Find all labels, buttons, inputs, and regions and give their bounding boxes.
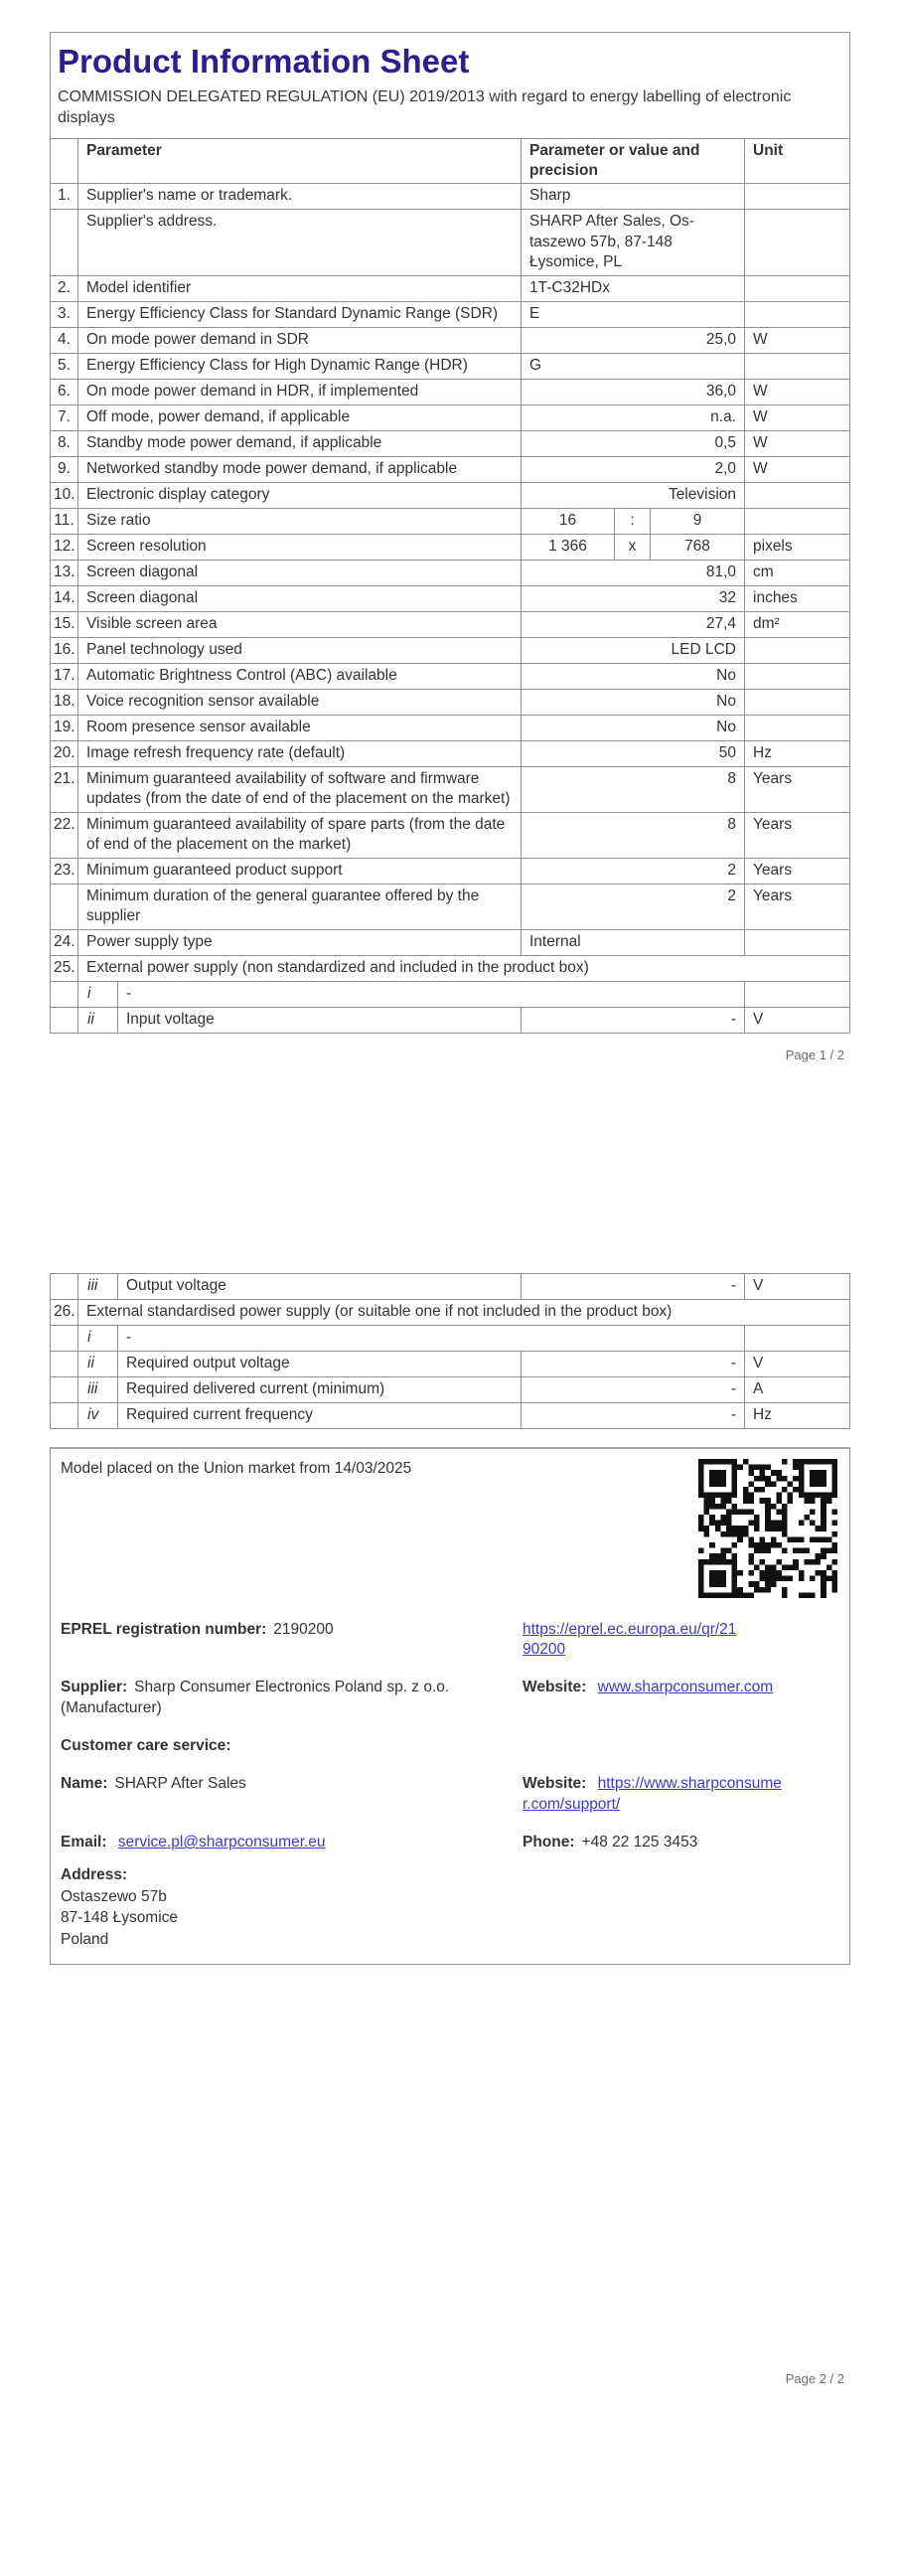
supplier-cell <box>61 1678 523 1719</box>
column-header-value: Parameter or value and precision <box>522 138 745 184</box>
roman-index: iv <box>78 1402 118 1428</box>
column-header-unit: Unit <box>745 138 850 184</box>
table-row <box>51 1351 850 1376</box>
table-row <box>51 430 850 456</box>
unit-cell <box>745 184 850 210</box>
table-row <box>51 404 850 430</box>
page-1-footer: Page 1 / 2 <box>785 1046 844 1062</box>
unit-cell: V <box>745 1007 850 1033</box>
row-number: 13. <box>51 560 78 585</box>
unit-cell <box>745 637 850 663</box>
row-number: 19. <box>51 715 78 740</box>
product-info-table-page2 <box>50 1273 850 1429</box>
param-cell: Minimum guaranteed product support <box>78 858 522 884</box>
table-row <box>51 585 850 611</box>
row-number <box>51 884 78 929</box>
unit-cell: dm² <box>745 611 850 637</box>
table-row <box>51 689 850 715</box>
support-website-cell <box>523 1774 839 1816</box>
unit-cell: A <box>745 1376 850 1402</box>
page-subtitle: COMMISSION DELEGATED REGULATION (EU) 2019/2013 with regard to energy labelling of electronic displays <box>58 87 792 126</box>
table-row <box>51 715 850 740</box>
roman-index: i <box>78 1325 118 1351</box>
phone-cell <box>523 1833 839 1853</box>
page-2 <box>50 1273 850 2386</box>
param-cell: Model identifier <box>78 275 522 301</box>
unit-cell: Years <box>745 812 850 858</box>
param-cell: Room presence sensor available <box>78 715 522 740</box>
row-number: 15. <box>51 611 78 637</box>
table-row <box>51 1273 850 1299</box>
eprel-label: EPREL registration number: <box>61 1620 267 1638</box>
param-cell: On mode power demand in HDR, if implemented <box>78 379 522 404</box>
name-label: Name: <box>61 1775 108 1793</box>
row-number: 1. <box>51 184 78 210</box>
value-cell: G <box>522 353 745 379</box>
eprel-row <box>61 1620 839 1662</box>
row-number: 5. <box>51 353 78 379</box>
row-number: 3. <box>51 301 78 327</box>
value-cell: 8 <box>522 766 745 812</box>
contact-row <box>61 1833 839 1853</box>
website-cell <box>523 1678 839 1698</box>
unit-cell <box>745 275 850 301</box>
document-sheet <box>50 32 850 2386</box>
param-cell: External standardised power supply (or suitable one if not included in the product box) <box>78 1299 850 1325</box>
row-number <box>51 1402 78 1428</box>
table-row <box>51 929 850 955</box>
title-block <box>50 32 850 138</box>
support-link-line1: https://www.sharpconsume <box>597 1775 782 1793</box>
address-line-1: Ostaszewo 57b <box>61 1887 167 1905</box>
roman-index: iii <box>78 1273 118 1299</box>
unit-cell <box>745 301 850 327</box>
param-cell: Power supply type <box>78 929 522 955</box>
value-cell: 16 <box>522 508 615 534</box>
table-row <box>51 560 850 585</box>
param-cell: Required delivered current (minimum) <box>118 1376 522 1402</box>
value-cell: 32 <box>522 585 745 611</box>
table-row <box>51 663 850 689</box>
market-row <box>61 1459 839 1598</box>
eprel-link-cell <box>523 1620 839 1662</box>
table-row <box>51 1325 850 1351</box>
website-label: Website: <box>523 1679 587 1696</box>
row-number: 21. <box>51 766 78 812</box>
unit-cell: Years <box>745 858 850 884</box>
phone-label: Phone: <box>523 1833 575 1851</box>
row-number: 25. <box>51 955 78 981</box>
eprel-number: 2190200 <box>273 1620 334 1638</box>
support-link-line2: r.com/support/ <box>523 1796 621 1814</box>
value-cell: - <box>522 1273 745 1299</box>
address-line-3: Poland <box>61 1930 109 1948</box>
table-row <box>51 637 850 663</box>
address-block <box>61 1865 839 1950</box>
param-cell: Networked standby mode power demand, if applicable <box>78 456 522 482</box>
supplier-name: Sharp Consumer Electronics Poland sp. z o.o. (Manufacturer) <box>61 1679 450 1717</box>
param-cell: Standby mode power demand, if applicable <box>78 430 522 456</box>
value-cell: 50 <box>522 740 745 766</box>
table-row <box>51 184 850 210</box>
unit-cell: inches <box>745 585 850 611</box>
value-cell: - <box>522 1007 745 1033</box>
value-cell: - <box>522 1351 745 1376</box>
row-number <box>51 138 78 184</box>
supplier-row <box>61 1678 839 1719</box>
row-number: 2. <box>51 275 78 301</box>
eprel-link-line2: 90200 <box>523 1641 566 1659</box>
eprel-link-line1: https://eprel.ec.europa.eu/qr/21 <box>523 1620 737 1638</box>
bottom-gap <box>50 1965 850 2357</box>
value-cell: No <box>522 663 745 689</box>
table-row <box>51 1007 850 1033</box>
unit-cell: Years <box>745 766 850 812</box>
param-cell: Screen diagonal <box>78 560 522 585</box>
table-row <box>51 534 850 560</box>
page-title: Product Information Sheet <box>58 43 470 80</box>
param-cell: Size ratio <box>78 508 522 534</box>
qr-code-icon <box>698 1459 837 1598</box>
table-row <box>51 379 850 404</box>
row-number: 20. <box>51 740 78 766</box>
table-row <box>51 884 850 929</box>
row-number: 11. <box>51 508 78 534</box>
value-cell: n.a. <box>522 404 745 430</box>
unit-cell: V <box>745 1351 850 1376</box>
row-number: 16. <box>51 637 78 663</box>
value-cell: Television <box>522 482 745 508</box>
value-cell: 1 366 <box>522 534 615 560</box>
param-cell: Required output voltage <box>118 1351 522 1376</box>
support-website-label: Website: <box>523 1775 587 1793</box>
table-infobox-gap <box>50 1429 850 1447</box>
unit-cell <box>745 210 850 275</box>
market-placement-text: Model placed on the Union market from 14/03/2025 <box>61 1459 412 1477</box>
email-label: Email: <box>61 1833 107 1851</box>
unit-cell: W <box>745 327 850 353</box>
table-row <box>51 812 850 858</box>
param-cell: Panel technology used <box>78 637 522 663</box>
unit-cell: Years <box>745 884 850 929</box>
value-cell: 0,5 <box>522 430 745 456</box>
table-row <box>51 611 850 637</box>
table-row <box>51 1376 850 1402</box>
param-cell: Automatic Brightness Control (ABC) available <box>78 663 522 689</box>
unit-cell <box>745 663 850 689</box>
value-cell: 2 <box>522 884 745 929</box>
care-name-row <box>61 1774 839 1816</box>
value-cell: - <box>522 1402 745 1428</box>
param-cell: Output voltage <box>118 1273 522 1299</box>
value-cell: 2,0 <box>522 456 745 482</box>
unit-cell: Hz <box>745 1402 850 1428</box>
care-name-cell <box>61 1774 523 1795</box>
param-cell: - <box>118 1325 745 1351</box>
table-row <box>51 210 850 275</box>
row-number: 8. <box>51 430 78 456</box>
supplier-info-box <box>50 1447 850 1965</box>
page-1 <box>50 32 850 1062</box>
row-number: 18. <box>51 689 78 715</box>
param-cell: Image refresh frequency rate (default) <box>78 740 522 766</box>
value-cell: 25,0 <box>522 327 745 353</box>
unit-cell <box>745 715 850 740</box>
table-row <box>51 981 850 1007</box>
param-cell: Supplier's address. <box>78 210 522 275</box>
param-cell: - <box>118 981 745 1007</box>
table-row <box>51 482 850 508</box>
unit-cell <box>745 508 850 534</box>
unit-cell <box>745 689 850 715</box>
row-number: 22. <box>51 812 78 858</box>
param-cell: Input voltage <box>118 1007 522 1033</box>
unit-cell <box>745 1325 850 1351</box>
row-number <box>51 1007 78 1033</box>
param-cell: Minimum guaranteed availability of spare parts (from the date of end of the placement on the market) <box>78 812 522 858</box>
param-cell: Electronic display category <box>78 482 522 508</box>
email-cell <box>61 1833 523 1853</box>
address-label: Address: <box>61 1865 128 1883</box>
row-number <box>51 1376 78 1402</box>
table-row <box>51 327 850 353</box>
param-cell: Screen resolution <box>78 534 522 560</box>
value-cell: 36,0 <box>522 379 745 404</box>
table-row <box>51 508 850 534</box>
row-number: 24. <box>51 929 78 955</box>
phone-number: +48 22 125 3453 <box>581 1833 698 1851</box>
row-number: 9. <box>51 456 78 482</box>
address-line-2: 87-148 Łysomice <box>61 1909 179 1927</box>
roman-index: ii <box>78 1007 118 1033</box>
table-row <box>51 740 850 766</box>
value-cell: E <box>522 301 745 327</box>
param-cell: Off mode, power demand, if applicable <box>78 404 522 430</box>
row-number: 17. <box>51 663 78 689</box>
unit-cell: W <box>745 404 850 430</box>
param-cell: Energy Efficiency Class for High Dynamic Range (HDR) <box>78 353 522 379</box>
row-number: 14. <box>51 585 78 611</box>
unit-cell: cm <box>745 560 850 585</box>
unit-cell: W <box>745 379 850 404</box>
value-cell: 27,4 <box>522 611 745 637</box>
column-header-parameter: Parameter <box>78 138 522 184</box>
value-cell: 1T-C32HDx <box>522 275 745 301</box>
unit-cell <box>745 482 850 508</box>
value-cell: No <box>522 689 745 715</box>
table-row <box>51 275 850 301</box>
table-row <box>51 1299 850 1325</box>
row-number <box>51 210 78 275</box>
row-number <box>51 1351 78 1376</box>
table-row <box>51 858 850 884</box>
value-cell: Internal <box>522 929 745 955</box>
value-cell: Sharp <box>522 184 745 210</box>
website-link[interactable]: www.sharpconsumer.com <box>597 1679 774 1696</box>
unit-cell: Hz <box>745 740 850 766</box>
param-cell: Minimum duration of the general guarantee offered by the supplier <box>78 884 522 929</box>
eprel-registration <box>61 1620 523 1641</box>
email-link[interactable]: service.pl@sharpconsumer.eu <box>117 1833 326 1851</box>
param-cell: Supplier's name or trademark. <box>78 184 522 210</box>
param-cell: Required current frequency <box>118 1402 522 1428</box>
table-row <box>51 301 850 327</box>
row-number: 6. <box>51 379 78 404</box>
page-2-footer: Page 2 / 2 <box>785 2370 844 2386</box>
param-cell: Screen diagonal <box>78 585 522 611</box>
roman-index: iii <box>78 1376 118 1402</box>
care-name: SHARP After Sales <box>114 1775 246 1793</box>
value-cell: No <box>522 715 745 740</box>
value-cell: 768 <box>651 534 745 560</box>
table-row <box>51 456 850 482</box>
unit-cell: pixels <box>745 534 850 560</box>
value-cell: 2 <box>522 858 745 884</box>
row-number: 12. <box>51 534 78 560</box>
value-separator: : <box>615 508 651 534</box>
roman-index: i <box>78 981 118 1007</box>
unit-cell <box>745 981 850 1007</box>
value-cell: 8 <box>522 812 745 858</box>
value-separator: x <box>615 534 651 560</box>
param-cell: Voice recognition sensor available <box>78 689 522 715</box>
value-cell: LED LCD <box>522 637 745 663</box>
table-row <box>51 353 850 379</box>
eprel-link[interactable] <box>523 1621 839 1662</box>
param-cell: On mode power demand in SDR <box>78 327 522 353</box>
unit-cell: V <box>745 1273 850 1299</box>
param-cell: External power supply (non standardized and included in the product box) <box>78 955 850 981</box>
supplier-label: Supplier: <box>61 1679 128 1696</box>
table-header-row <box>51 138 850 184</box>
param-cell: Energy Efficiency Class for Standard Dynamic Range (SDR) <box>78 301 522 327</box>
qr-code-icon <box>698 1459 837 1598</box>
product-info-table-page1 <box>50 138 850 1034</box>
table-row <box>51 1402 850 1428</box>
value-cell: 9 <box>651 508 745 534</box>
unit-cell: W <box>745 456 850 482</box>
unit-cell <box>745 353 850 379</box>
roman-index: ii <box>78 1351 118 1376</box>
param-cell: Minimum guaranteed availability of software and firmware updates (from the date of end of the placement on the market) <box>78 766 522 812</box>
table-row <box>51 766 850 812</box>
customer-care-heading: Customer care service: <box>61 1737 231 1755</box>
unit-cell <box>745 929 850 955</box>
row-number: 4. <box>51 327 78 353</box>
row-number: 26. <box>51 1299 78 1325</box>
unit-cell: W <box>745 430 850 456</box>
value-cell: SHARP After Sales, Os-taszewo 57b, 87-148 Łysomice, PL <box>522 210 745 275</box>
row-number: 7. <box>51 404 78 430</box>
row-number <box>51 981 78 1007</box>
row-number: 23. <box>51 858 78 884</box>
value-cell: 81,0 <box>522 560 745 585</box>
row-number <box>51 1273 78 1299</box>
value-cell: - <box>522 1376 745 1402</box>
page-break-gap <box>50 1062 850 1273</box>
table-row <box>51 955 850 981</box>
row-number: 10. <box>51 482 78 508</box>
param-cell: Visible screen area <box>78 611 522 637</box>
row-number <box>51 1325 78 1351</box>
